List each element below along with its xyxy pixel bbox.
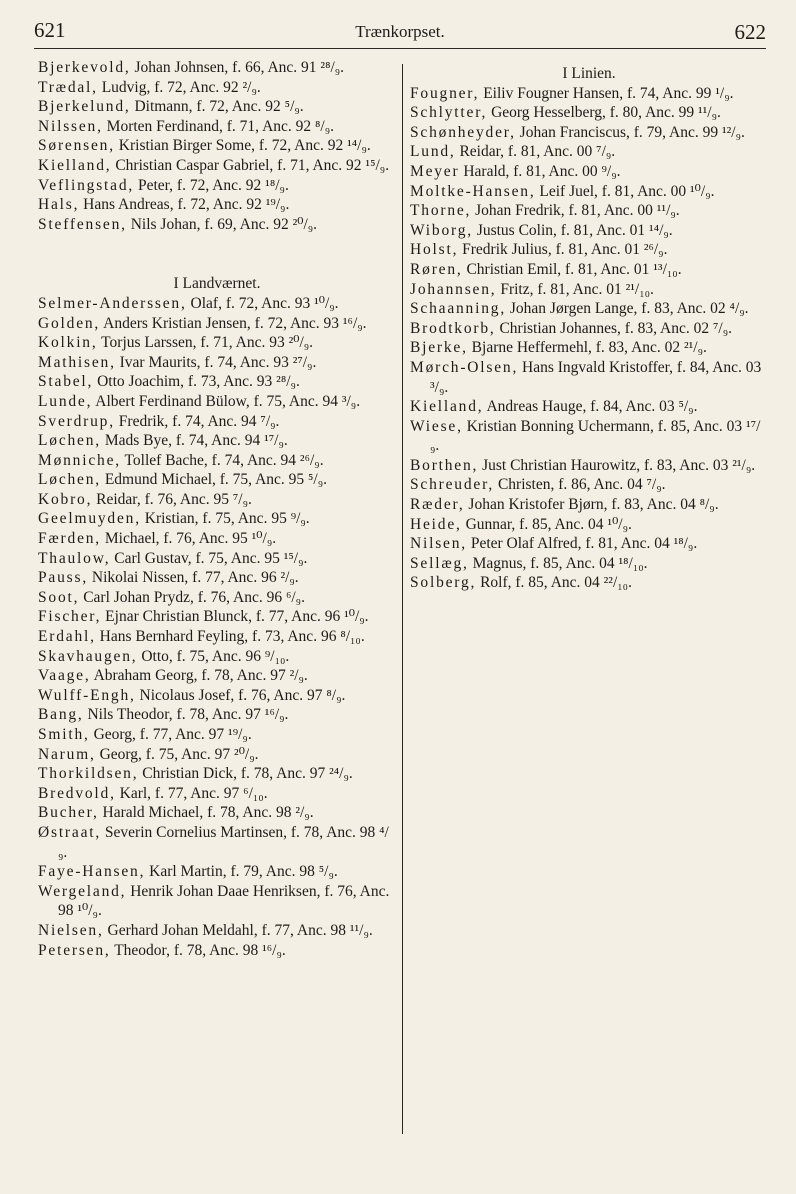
- entry-surname: Steffensen,: [38, 215, 127, 233]
- entry-details: Reidar, f. 81, Anc. 00 ⁷/₉.: [455, 143, 616, 161]
- entry-surname: Schønheyder,: [410, 123, 516, 141]
- entry-details: Hans Andreas, f. 72, Anc. 92 ¹⁹/₉.: [79, 196, 290, 214]
- entry-details: Johan Johnsen, f. 66, Anc. 91 ²⁸/₉.: [130, 59, 345, 76]
- entry-details: Carl Gustav, f. 75, Anc. 95 ¹⁵/₉.: [110, 549, 308, 567]
- roster-entry: [38, 412, 396, 432]
- entry-surname: Geelmuyden,: [38, 510, 141, 528]
- column-divider: [402, 64, 403, 1134]
- roster-entry: [410, 534, 768, 554]
- entry-surname: Bjerkelund,: [38, 98, 131, 116]
- entry-details: Kristian Bonning Uchermann, f. 85, Anc. 03 ¹⁷/₉.: [430, 417, 761, 455]
- roster-entry: [38, 941, 396, 961]
- entry-surname: Pauss,: [38, 569, 88, 587]
- roster-entry: [38, 725, 396, 745]
- entry-details: Nils Theodor, f. 78, Anc. 97 ¹⁶/₉.: [83, 706, 289, 724]
- roster-entry: [38, 353, 396, 373]
- entry-surname: Selmer-Anderssen,: [38, 294, 187, 312]
- entry-details: Gerhard Johan Meldahl, f. 77, Anc. 98 ¹¹/₉.: [103, 921, 373, 939]
- entry-details: Nils Johan, f. 69, Anc. 92 ²⁰/₉.: [126, 215, 318, 233]
- entry-surname: Skavhaugen,: [38, 647, 138, 665]
- entry-details: Karl, f. 77, Anc. 97 ⁶/₁₀.: [115, 784, 268, 802]
- roster-entry: [38, 862, 396, 882]
- entry-surname: Moltke-Hansen,: [410, 182, 536, 200]
- entry-surname: Mathisen,: [38, 353, 116, 371]
- entry-surname: Narum,: [38, 745, 96, 763]
- entry-surname: Golden,: [38, 314, 101, 332]
- roster-entry: [410, 103, 768, 123]
- entry-details: Johan Jørgen Lange, f. 83, Anc. 02 ⁴/₉.: [506, 300, 749, 318]
- entry-surname: Solberg,: [410, 574, 477, 592]
- entry-surname: Løchen,: [38, 471, 101, 489]
- entry-details: Otto Joachim, f. 73, Anc. 93 ²⁸/₉.: [93, 373, 300, 391]
- roster-entry: [38, 490, 396, 510]
- roster-entry: [38, 745, 396, 765]
- page-number-right: 622: [734, 20, 766, 44]
- entry-surname: Smith,: [38, 726, 90, 743]
- entry-surname: Fougner,: [410, 84, 480, 102]
- entry-details: Georg, f. 75, Anc. 97 ²⁰/₉.: [95, 745, 259, 763]
- roster-entry: [410, 573, 768, 593]
- entry-details: Albert Ferdinand Bülow, f. 75, Anc. 94 ³/₉.: [92, 392, 361, 410]
- roster-entry: [410, 475, 768, 495]
- entry-details: Ivar Maurits, f. 74, Anc. 93 ²⁷/₉.: [115, 353, 317, 371]
- entry-surname: Sørensen,: [38, 137, 115, 155]
- entry-details: Nikolai Nissen, f. 77, Anc. 96 ²/₉.: [88, 569, 299, 587]
- entry-details: Kristian Birger Some, f. 72, Anc. 92 ¹⁴/₉.: [114, 137, 371, 155]
- entry-surname: Sverdrup,: [38, 412, 115, 430]
- entry-surname: Borthen,: [410, 456, 479, 474]
- entry-surname: Wergeland,: [38, 882, 127, 900]
- roster-entry: [38, 921, 396, 941]
- entry-surname: Bang,: [38, 706, 84, 724]
- roster-entry: [38, 78, 396, 98]
- roster-entry: [38, 333, 396, 353]
- entry-surname: Stabel,: [38, 373, 94, 391]
- entry-surname: Bjerkevold,: [38, 59, 131, 76]
- entry-surname: Nielsen,: [38, 921, 104, 939]
- roster-entry: [38, 136, 396, 156]
- entry-surname: Bjerke,: [410, 339, 468, 357]
- entry-details: Hans Bernhard Feyling, f. 73, Anc. 96 ⁸/₁₀.: [95, 628, 365, 646]
- entry-surname: Lund,: [410, 143, 456, 161]
- roster-entry: [38, 607, 396, 627]
- entry-details: Theodor, f. 78, Anc. 98 ¹⁶/₉.: [110, 941, 286, 959]
- entry-details: Karl Martin, f. 79, Anc. 98 ⁵/₉.: [145, 863, 338, 881]
- entry-details: Fredrik Julius, f. 81, Anc. 01 ²⁶/₉.: [458, 241, 668, 259]
- entries-linien: [410, 84, 768, 593]
- entry-surname: Kielland,: [38, 156, 112, 174]
- left-column: [38, 58, 396, 960]
- entry-details: Hans Ingvald Kristoffer, f. 84, Anc. 03 ³/₉.: [430, 358, 762, 396]
- entry-surname: Wiborg,: [410, 221, 473, 239]
- entry-details: Mads Bye, f. 74, Anc. 94 ¹⁷/₉.: [100, 432, 288, 450]
- roster-entry: [410, 221, 768, 241]
- roster-entry: [38, 764, 396, 784]
- entry-details: Otto, f. 75, Anc. 96 ⁹/₁₀.: [137, 647, 290, 665]
- entry-details: Justus Colin, f. 81, Anc. 01 ¹⁴/₉.: [472, 221, 673, 239]
- entry-surname: Lunde,: [38, 392, 93, 410]
- entry-surname: Nilssen,: [38, 117, 103, 135]
- entry-details: Andreas Hauge, f. 84, Anc. 03 ⁵/₉.: [483, 398, 698, 416]
- entry-surname: Faye-Hansen,: [38, 863, 146, 881]
- roster-entry: [38, 470, 396, 490]
- roster-entry: [38, 97, 396, 117]
- roster-entry: [38, 372, 396, 392]
- entry-details: Harald Michael, f. 78, Anc. 98 ²/₉.: [98, 804, 314, 822]
- roster-entry: [38, 195, 396, 215]
- entry-details: Kristian, f. 75, Anc. 95 ⁹/₉.: [140, 510, 310, 528]
- roster-entry: [410, 397, 768, 417]
- entry-surname: Veflingstad,: [38, 176, 135, 194]
- roster-entry: [410, 319, 768, 339]
- roster-entry: [38, 117, 396, 137]
- roster-entry: [38, 588, 396, 608]
- roster-entry: [38, 509, 396, 529]
- entry-details: Ejnar Christian Blunck, f. 77, Anc. 96 ¹⁰/₉.: [101, 608, 369, 626]
- roster-entry: [410, 554, 768, 574]
- entry-surname: Kielland,: [410, 398, 484, 416]
- roster-entry: [38, 58, 396, 78]
- entry-details: Johan Kristofer Bjørn, f. 83, Anc. 04 ⁸/₉.: [464, 496, 719, 514]
- section-heading-landvaernet: I Landværnet.: [173, 275, 261, 293]
- entry-surname: Nilsen,: [410, 535, 467, 553]
- roster-entry: [38, 431, 396, 451]
- entry-surname: Løchen,: [38, 432, 101, 450]
- entry-details: Abraham Georg, f. 78, Anc. 97 ²/₉.: [90, 667, 308, 685]
- entry-details: Ludvig, f. 72, Anc. 92 ²/₉.: [97, 78, 261, 96]
- entry-details: Tollef Bache, f. 74, Anc. 94 ²⁶/₉.: [120, 451, 324, 469]
- entry-details: Johan Franciscus, f. 79, Anc. 99 ¹²/₉.: [515, 123, 745, 141]
- roster-entry: [38, 686, 396, 706]
- entry-details: Just Christian Haurowitz, f. 83, Anc. 03 ²¹/₉.: [478, 456, 756, 474]
- roster-entry: [38, 392, 396, 412]
- entry-surname: Mønniche,: [38, 451, 121, 469]
- roster-entry: [410, 142, 768, 162]
- entry-surname: Kolkin,: [38, 334, 98, 352]
- entry-details: Olaf, f. 72, Anc. 93 ¹⁰/₉.: [186, 294, 339, 312]
- roster-entry: [38, 882, 396, 921]
- entry-details: Henrik Johan Daae Henriksen, f. 76, Anc. 98 ¹⁰/₉.: [58, 882, 390, 920]
- entry-details: Morten Ferdinand, f. 71, Anc. 92 ⁸/₉.: [102, 117, 335, 135]
- roster-entry: [410, 299, 768, 319]
- running-title: Trænkorpset.: [355, 22, 445, 41]
- entry-details: Eiliv Fougner Hansen, f. 74, Anc. 99 ¹/₉.: [479, 84, 734, 102]
- right-column: [410, 58, 768, 593]
- entry-details: Peter, f. 72, Anc. 92 ¹⁸/₉.: [134, 176, 289, 194]
- roster-entry: [38, 176, 396, 196]
- entry-surname: Heide,: [410, 515, 462, 533]
- entry-surname: Østraat,: [38, 823, 102, 841]
- entry-surname: Mørch-Olsen,: [410, 358, 519, 376]
- roster-entry: [410, 515, 768, 535]
- entry-surname: Erdahl,: [38, 628, 96, 646]
- entry-details: Severin Cornelius Martinsen, f. 78, Anc. 98 ⁴/₉.: [58, 823, 389, 861]
- roster-entry: [410, 162, 768, 182]
- roster-entry: [38, 529, 396, 549]
- entry-details: Peter Olaf Alfred, f. 81, Anc. 04 ¹⁸/₉.: [466, 535, 698, 553]
- entry-details: Fritz, f. 81, Anc. 01 ²¹/₁₀.: [496, 280, 654, 298]
- entry-details: Michael, f. 76, Anc. 95 ¹⁰/₉.: [100, 530, 277, 548]
- entry-details: Torjus Larssen, f. 71, Anc. 93 ²⁰/₉.: [97, 334, 314, 352]
- entry-details: Magnus, f. 85, Anc. 04 ¹⁸/₁₀.: [468, 554, 648, 572]
- entry-surname: Soot,: [38, 588, 80, 606]
- entry-surname: Petersen,: [38, 941, 111, 959]
- entry-surname: Thorne,: [410, 202, 472, 220]
- page-number-left: 621: [34, 18, 66, 42]
- entry-surname: Fischer,: [38, 608, 102, 626]
- header-rule: [34, 48, 766, 49]
- roster-entry: [410, 182, 768, 202]
- roster-entry: [410, 201, 768, 221]
- section-gap: [38, 234, 396, 274]
- roster-entry: [38, 666, 396, 686]
- entry-details: Gunnar, f. 85, Anc. 04 ¹⁰/₉.: [461, 515, 632, 533]
- entry-surname: Bucher,: [38, 804, 99, 822]
- entry-surname: Trædal,: [38, 78, 98, 96]
- entry-details: Christian Johannes, f. 83, Anc. 02 ⁷/₉.: [495, 319, 732, 337]
- entry-surname: Røren,: [410, 260, 463, 278]
- roster-entry: [38, 549, 396, 569]
- entry-details: Carl Johan Prydz, f. 76, Anc. 96 ⁶/₉.: [79, 588, 305, 606]
- page-header: [34, 18, 766, 46]
- entry-details: Bjarne Heffermehl, f. 83, Anc. 02 ²¹/₉.: [467, 339, 707, 357]
- entry-surname: Johannsen,: [410, 280, 497, 298]
- entry-details: Georg Hesselberg, f. 80, Anc. 99 ¹¹/₉.: [487, 104, 721, 122]
- entry-surname: Wiese,: [410, 417, 463, 435]
- entry-details: Edmund Michael, f. 75, Anc. 95 ⁵/₉.: [100, 471, 328, 489]
- section-heading-linien: I Linien.: [562, 65, 616, 82]
- entry-details: Fredrik, f. 74, Anc. 94 ⁷/₉.: [114, 412, 280, 430]
- roster-entry: [38, 294, 396, 314]
- entry-details: Harald, f. 81, Anc. 00 ⁹/₉.: [459, 162, 621, 180]
- roster-entry: [38, 451, 396, 471]
- roster-entry: [38, 568, 396, 588]
- entry-surname: Thaulow,: [38, 549, 111, 567]
- entry-surname: Schlytter,: [410, 104, 488, 122]
- entry-surname: Bredvold,: [38, 784, 116, 802]
- entry-surname: Thorkildsen,: [38, 765, 139, 783]
- entry-surname: Schreuder,: [410, 476, 495, 494]
- roster-entry: [410, 358, 768, 397]
- entry-surname: Færden,: [38, 530, 101, 548]
- roster-entry: [38, 823, 396, 862]
- entry-surname: Holst,: [410, 241, 459, 259]
- entry-details: Christian Caspar Gabriel, f. 71, Anc. 92 ¹⁵/₉.: [111, 156, 390, 174]
- entry-surname: Vaage,: [38, 667, 91, 685]
- roster-entry: [38, 705, 396, 725]
- entries-landvaernet: [38, 294, 396, 960]
- roster-entry: [38, 647, 396, 667]
- roster-entry: [410, 123, 768, 143]
- roster-entry: [410, 280, 768, 300]
- entry-details: Johan Fredrik, f. 81, Anc. 00 ¹¹/₉.: [471, 202, 680, 220]
- entries-unnamed-group: [38, 58, 396, 234]
- entry-details: Nicolaus Josef, f. 76, Anc. 97 ⁸/₉.: [135, 686, 346, 704]
- entry-details: Christian Dick, f. 78, Anc. 97 ²⁴/₉.: [138, 765, 353, 783]
- roster-entry: [410, 240, 768, 260]
- roster-entry: [410, 84, 768, 104]
- entry-details: Rolf, f. 85, Anc. 04 ²²/₁₀.: [476, 574, 632, 592]
- roster-entry: [410, 260, 768, 280]
- entry-details: Anders Kristian Jensen, f. 72, Anc. 93 ¹⁶/₉.: [100, 314, 367, 332]
- roster-entry: [410, 417, 768, 456]
- entry-surname: Wulff-Engh,: [38, 686, 136, 704]
- roster-entry: [38, 314, 396, 334]
- entry-surname: Kobro,: [38, 490, 93, 508]
- entry-surname: Ræder,: [410, 496, 465, 514]
- roster-entry: [38, 803, 396, 823]
- roster-entry: [38, 627, 396, 647]
- roster-entry: [410, 338, 768, 358]
- entry-surname: Brodtkorb,: [410, 319, 496, 337]
- entry-details: Christen, f. 86, Anc. 04 ⁷/₉.: [494, 476, 666, 494]
- roster-entry: [410, 456, 768, 476]
- entry-details: Christian Emil, f. 81, Anc. 01 ¹³/₁₀.: [462, 260, 682, 278]
- roster-entry: [38, 215, 396, 235]
- entry-details: Reidar, f. 76, Anc. 95 ⁷/₉.: [92, 490, 252, 508]
- roster-entry: [410, 495, 768, 515]
- roster-entry: [38, 784, 396, 804]
- entry-surname: Schaanning,: [410, 300, 506, 318]
- entry-details: Ditmann, f. 72, Anc. 92 ⁵/₉.: [130, 98, 304, 116]
- entry-details: Leif Juel, f. 81, Anc. 00 ¹⁰/₉.: [535, 182, 715, 200]
- entry-details: Georg, f. 77, Anc. 97 ¹⁹/₉.: [89, 726, 252, 743]
- entry-surname: Sellæg,: [410, 554, 469, 572]
- entry-surname: Meyer: [410, 162, 460, 180]
- roster-entry: [38, 156, 396, 176]
- entry-surname: Hals,: [38, 196, 80, 214]
